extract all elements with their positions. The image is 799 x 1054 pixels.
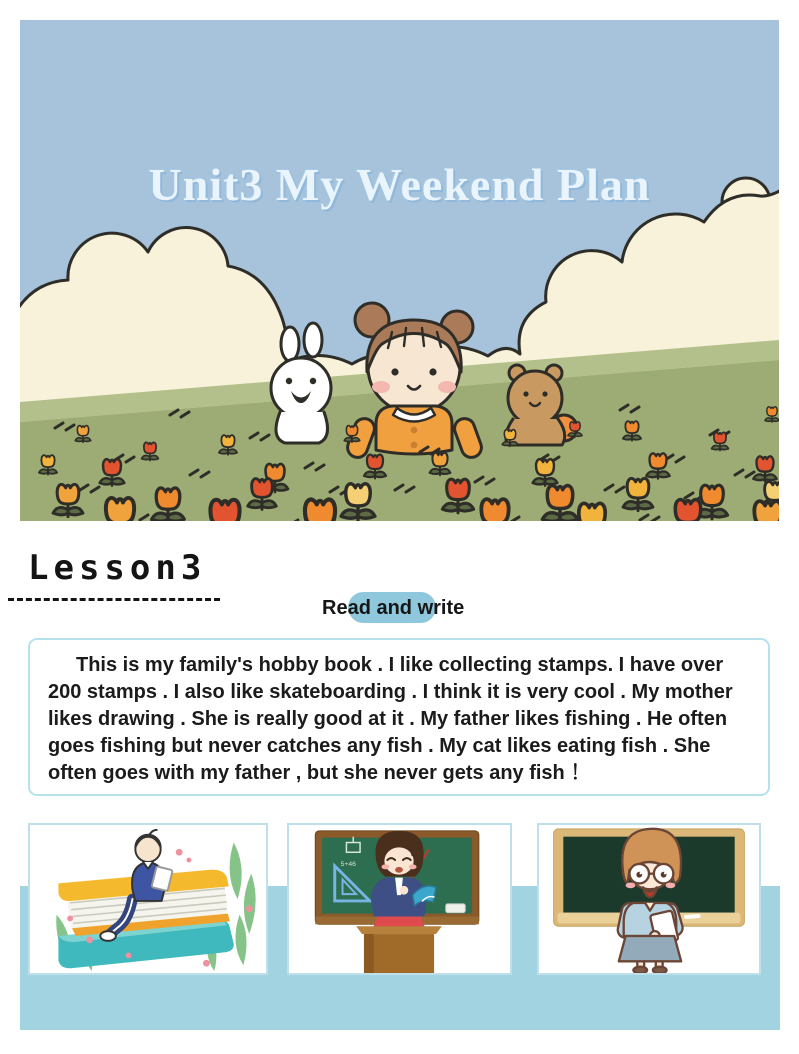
illustration-card-teacher-glasses xyxy=(537,823,761,975)
eraser xyxy=(446,904,465,913)
teacher-at-podium-illustration xyxy=(289,825,510,973)
unit-title: Unit3 My Weekend Plan xyxy=(148,159,651,210)
banner-image xyxy=(20,20,779,521)
section-label: Read and write xyxy=(322,597,465,619)
svg-text:5+46: 5+46 xyxy=(340,860,356,868)
teacher-with-glasses-illustration xyxy=(539,825,759,973)
reading-passage-text: This is my family's hobby book . I like collecting stamps. I have over 200 stamps . I also like skateboarding . I think it is very cool . My mother likes drawing . She is really good at it . My father likes fishing . He often goes fishing but never catches any fish . My cat likes eating fish . She often goes with my father , but she never gets any fish ！ xyxy=(48,654,733,784)
illustration-card-teacher-podium xyxy=(287,823,512,975)
dashed-underline xyxy=(8,598,220,601)
podium xyxy=(356,926,442,973)
illustration-card-student-on-books xyxy=(28,823,268,975)
student-on-books-illustration xyxy=(30,825,266,973)
banner-illustration xyxy=(20,20,779,521)
lesson-heading: Lesson3 xyxy=(28,548,207,588)
reading-passage-box xyxy=(28,638,770,796)
section-label-wrap xyxy=(322,595,464,625)
